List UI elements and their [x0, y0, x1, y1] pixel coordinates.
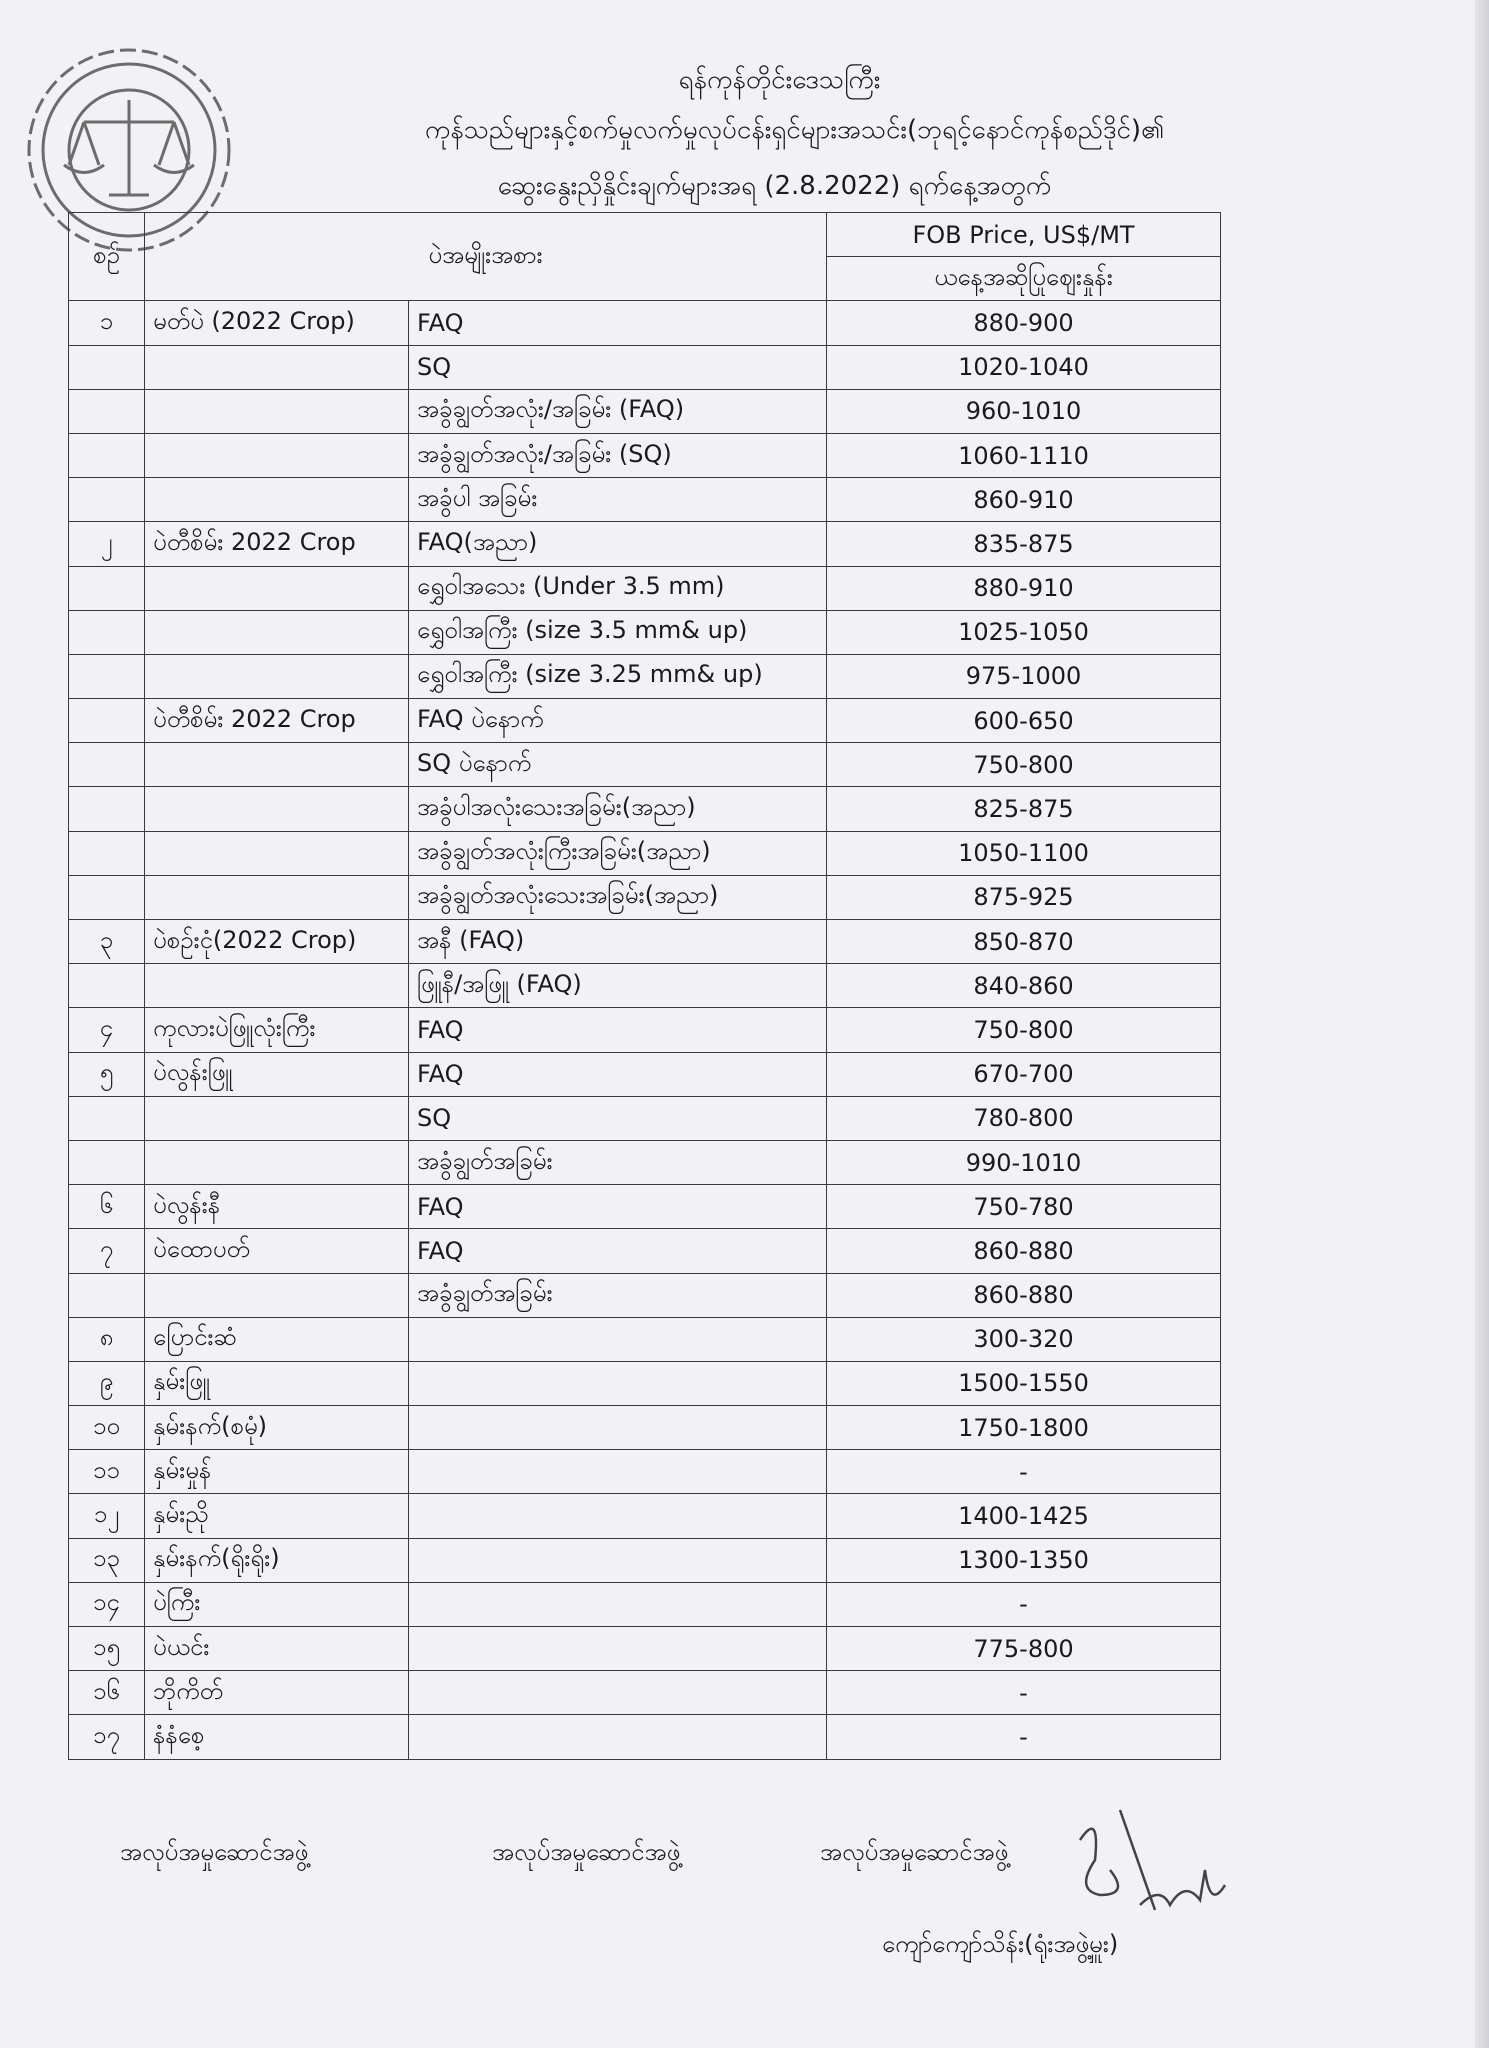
header-region-title: ရန်ကုန်တိုင်းဒေသကြီး: [678, 65, 881, 95]
table-row: [69, 345, 1221, 389]
row-grade: အနီ (FAQ): [409, 920, 827, 964]
row-item: နံနံစေ့: [145, 1715, 409, 1759]
table-row: [69, 610, 1221, 654]
row-price: 1300-1350: [827, 1538, 1221, 1582]
row-no: [69, 964, 145, 1008]
table-row: [69, 1538, 1221, 1582]
row-item: ပဲလွန်းဖြူ: [145, 1052, 409, 1096]
handwritten-signature-icon: [1040, 1800, 1240, 1940]
row-item: ကုလားပဲဖြူလုံးကြီး: [145, 1008, 409, 1052]
row-price: 875-925: [827, 875, 1221, 919]
row-price: -: [827, 1715, 1221, 1759]
row-price: 775-800: [827, 1627, 1221, 1671]
col-header-price: FOB Price, US$/MT: [827, 213, 1221, 257]
row-grade: [409, 1582, 827, 1626]
row-price: -: [827, 1450, 1221, 1494]
row-grade: အခွံချွတ်အလုံးသေးအခြမ်း(အညာ): [409, 875, 827, 919]
table-row: [69, 1406, 1221, 1450]
row-price: 670-700: [827, 1052, 1221, 1096]
table-row: [69, 1229, 1221, 1273]
header-date-line: ဆွေးနွေးညှိနှိုင်းချက်များအရ (2.8.2022) ရက်နေ့အတွက်: [497, 171, 1052, 201]
row-grade: [409, 1450, 827, 1494]
row-item: [145, 345, 409, 389]
row-no: [69, 610, 145, 654]
row-no: ၅: [69, 1052, 145, 1096]
row-item: ပဲလွန်းနီ: [145, 1185, 409, 1229]
row-grade: အခွံပါအလုံးသေးအခြမ်း(အညာ): [409, 787, 827, 831]
table-row: [69, 1008, 1221, 1052]
row-grade: FAQ: [409, 1052, 827, 1096]
row-grade: SQ: [409, 1096, 827, 1140]
col-header-item: ပဲအမျိုးအစား: [145, 213, 827, 301]
row-item: [145, 389, 409, 433]
table-row: [69, 433, 1221, 477]
table-row: [69, 787, 1221, 831]
row-no: [69, 875, 145, 919]
row-price: 300-320: [827, 1317, 1221, 1361]
row-price: 1400-1425: [827, 1494, 1221, 1538]
row-item: [145, 743, 409, 787]
row-no: [69, 743, 145, 787]
footer-signature-label-2: အလုပ်အမှုဆောင်အဖွဲ့: [492, 1838, 681, 1866]
table-row: [69, 478, 1221, 522]
row-price: 750-780: [827, 1185, 1221, 1229]
row-no: ၁၄: [69, 1582, 145, 1626]
row-grade: အခွံချွတ်အခြမ်း: [409, 1140, 827, 1184]
row-price: 975-1000: [827, 654, 1221, 698]
row-grade: FAQ: [409, 1008, 827, 1052]
table-row: [69, 699, 1221, 743]
page-edge: [1475, 0, 1489, 2048]
row-price: 1025-1050: [827, 610, 1221, 654]
row-grade: FAQ(အညာ): [409, 522, 827, 566]
row-no: ၄: [69, 1008, 145, 1052]
row-item: ဘိုကိတ်: [145, 1671, 409, 1715]
table-row: [69, 566, 1221, 610]
row-price: 1750-1800: [827, 1406, 1221, 1450]
row-item: ပြောင်းဆံ: [145, 1317, 409, 1361]
row-price: 780-800: [827, 1096, 1221, 1140]
row-price: -: [827, 1582, 1221, 1626]
row-grade: ရွှေဝါအကြီး (size 3.5 mm& up): [409, 610, 827, 654]
table-row: [69, 1671, 1221, 1715]
row-price: 835-875: [827, 522, 1221, 566]
row-price: 840-860: [827, 964, 1221, 1008]
table-row: [69, 1582, 1221, 1626]
row-item: နှမ်းနက်(စမုံ): [145, 1406, 409, 1450]
row-grade: [409, 1715, 827, 1759]
table-row: [69, 1627, 1221, 1671]
price-table: [68, 212, 1221, 1760]
row-no: [69, 389, 145, 433]
row-price: 960-1010: [827, 389, 1221, 433]
row-item: ပဲတီစိမ်း 2022 Crop: [145, 522, 409, 566]
row-item: [145, 831, 409, 875]
row-no: ၃: [69, 920, 145, 964]
row-item: [145, 1096, 409, 1140]
row-price: 880-900: [827, 301, 1221, 345]
row-price: 1050-1100: [827, 831, 1221, 875]
row-no: ၂: [69, 522, 145, 566]
row-no: [69, 831, 145, 875]
row-grade: [409, 1671, 827, 1715]
table-row: [69, 1052, 1221, 1096]
row-grade: အခွံချွတ်အလုံး/အခြမ်း (FAQ): [409, 389, 827, 433]
row-no: ၁၁: [69, 1450, 145, 1494]
row-item: နှမ်းမှုန်: [145, 1450, 409, 1494]
table-row: [69, 301, 1221, 345]
row-no: ၆: [69, 1185, 145, 1229]
row-no: [69, 345, 145, 389]
row-grade: အခွံချွတ်အလုံး/အခြမ်း (SQ): [409, 433, 827, 477]
row-item: [145, 566, 409, 610]
row-item: [145, 787, 409, 831]
row-no: [69, 699, 145, 743]
table-row: [69, 389, 1221, 433]
row-no: [69, 787, 145, 831]
row-no: ၁၆: [69, 1671, 145, 1715]
row-item: [145, 964, 409, 1008]
row-no: ၁၅: [69, 1627, 145, 1671]
row-price: 1020-1040: [827, 345, 1221, 389]
row-item: [145, 654, 409, 698]
row-grade: FAQ ပဲနောက်: [409, 699, 827, 743]
row-price: 990-1010: [827, 1140, 1221, 1184]
row-item: နှမ်းညို: [145, 1494, 409, 1538]
table-row: [69, 1317, 1221, 1361]
row-item: [145, 1140, 409, 1184]
row-no: ၇: [69, 1229, 145, 1273]
row-grade: [409, 1627, 827, 1671]
row-grade: အခွံချွတ်အခြမ်း: [409, 1273, 827, 1317]
table-row: [69, 920, 1221, 964]
row-no: [69, 654, 145, 698]
row-grade: SQ ပဲနောက်: [409, 743, 827, 787]
row-item: [145, 610, 409, 654]
footer-signature-label-1: အလုပ်အမှုဆောင်အဖွဲ့: [120, 1838, 309, 1866]
row-grade: အခွံချွတ်အလုံးကြီးအခြမ်း(အညာ): [409, 831, 827, 875]
row-price: 1500-1550: [827, 1361, 1221, 1405]
table-row: [69, 1361, 1221, 1405]
row-price: 750-800: [827, 1008, 1221, 1052]
row-item: [145, 433, 409, 477]
row-price: 825-875: [827, 787, 1221, 831]
row-no: ၁၃: [69, 1538, 145, 1582]
row-grade: [409, 1361, 827, 1405]
row-price: 850-870: [827, 920, 1221, 964]
row-no: ၁၀: [69, 1406, 145, 1450]
row-grade: အခွံပါ အခြမ်း: [409, 478, 827, 522]
row-item: နှမ်းဖြူ: [145, 1361, 409, 1405]
row-grade: FAQ: [409, 1185, 827, 1229]
row-item: [145, 875, 409, 919]
table-row: [69, 1494, 1221, 1538]
row-grade: ရွှေဝါအသေး (Under 3.5 mm): [409, 566, 827, 610]
row-no: ၁၂: [69, 1494, 145, 1538]
row-item: ပဲယင်း: [145, 1627, 409, 1671]
row-grade: [409, 1317, 827, 1361]
table-row: [69, 1450, 1221, 1494]
row-no: ၁: [69, 301, 145, 345]
row-no: ၁၇: [69, 1715, 145, 1759]
row-no: [69, 478, 145, 522]
table-row: [69, 1140, 1221, 1184]
row-item: [145, 1273, 409, 1317]
row-grade: ရွှေဝါအကြီး (size 3.25 mm& up): [409, 654, 827, 698]
row-item: ပဲထောပတ်: [145, 1229, 409, 1273]
row-item: [145, 478, 409, 522]
row-price: 750-800: [827, 743, 1221, 787]
row-grade: FAQ: [409, 301, 827, 345]
row-no: [69, 566, 145, 610]
row-no: [69, 1140, 145, 1184]
row-grade: [409, 1406, 827, 1450]
row-price: -: [827, 1671, 1221, 1715]
row-item: နှမ်းနက်(ရိုးရိုး): [145, 1538, 409, 1582]
row-price: 1060-1110: [827, 433, 1221, 477]
row-no: ၉: [69, 1361, 145, 1405]
table-row: [69, 522, 1221, 566]
row-grade: [409, 1538, 827, 1582]
header-association-name: ကုန်သည်များနှင့်စက်မှုလက်မှုလုပ်ငန်းရှင်များအသင်း(ဘုရင့်နောင်ကုန်စည်ဒိုင်)၏: [424, 115, 1165, 145]
table-row: [69, 743, 1221, 787]
row-item: မတ်ပဲ (2022 Crop): [145, 301, 409, 345]
row-no: [69, 433, 145, 477]
row-price: 600-650: [827, 699, 1221, 743]
table-row: [69, 831, 1221, 875]
row-grade: FAQ: [409, 1229, 827, 1273]
row-item: ပဲစဉ်းငုံ(2022 Crop): [145, 920, 409, 964]
row-item: ပဲကြီး: [145, 1582, 409, 1626]
row-item: ပဲတီစိမ်း 2022 Crop: [145, 699, 409, 743]
row-grade: SQ: [409, 345, 827, 389]
footer-signature-label-3: အလုပ်အမှုဆောင်အဖွဲ့: [820, 1838, 1009, 1866]
row-price: 860-880: [827, 1229, 1221, 1273]
row-no: ၈: [69, 1317, 145, 1361]
row-no: [69, 1273, 145, 1317]
col-header-price-sub: ယနေ့အဆိုပြုဈေးနှုန်း: [827, 257, 1221, 301]
row-grade: ဖြူနီ/အဖြူ (FAQ): [409, 964, 827, 1008]
signer-name: ကျော်ကျော်သိန်း(ရုံးအဖွဲ့မှူး): [882, 1930, 1119, 1958]
table-row: [69, 964, 1221, 1008]
table-row: [69, 1185, 1221, 1229]
table-row: [69, 1715, 1221, 1759]
table-row: [69, 1273, 1221, 1317]
row-grade: [409, 1494, 827, 1538]
table-row: [69, 654, 1221, 698]
row-no: [69, 1096, 145, 1140]
table-row: [69, 1096, 1221, 1140]
table-row: [69, 875, 1221, 919]
col-header-no: စဉ်: [69, 213, 145, 301]
row-price: 860-910: [827, 478, 1221, 522]
row-price: 880-910: [827, 566, 1221, 610]
row-price: 860-880: [827, 1273, 1221, 1317]
